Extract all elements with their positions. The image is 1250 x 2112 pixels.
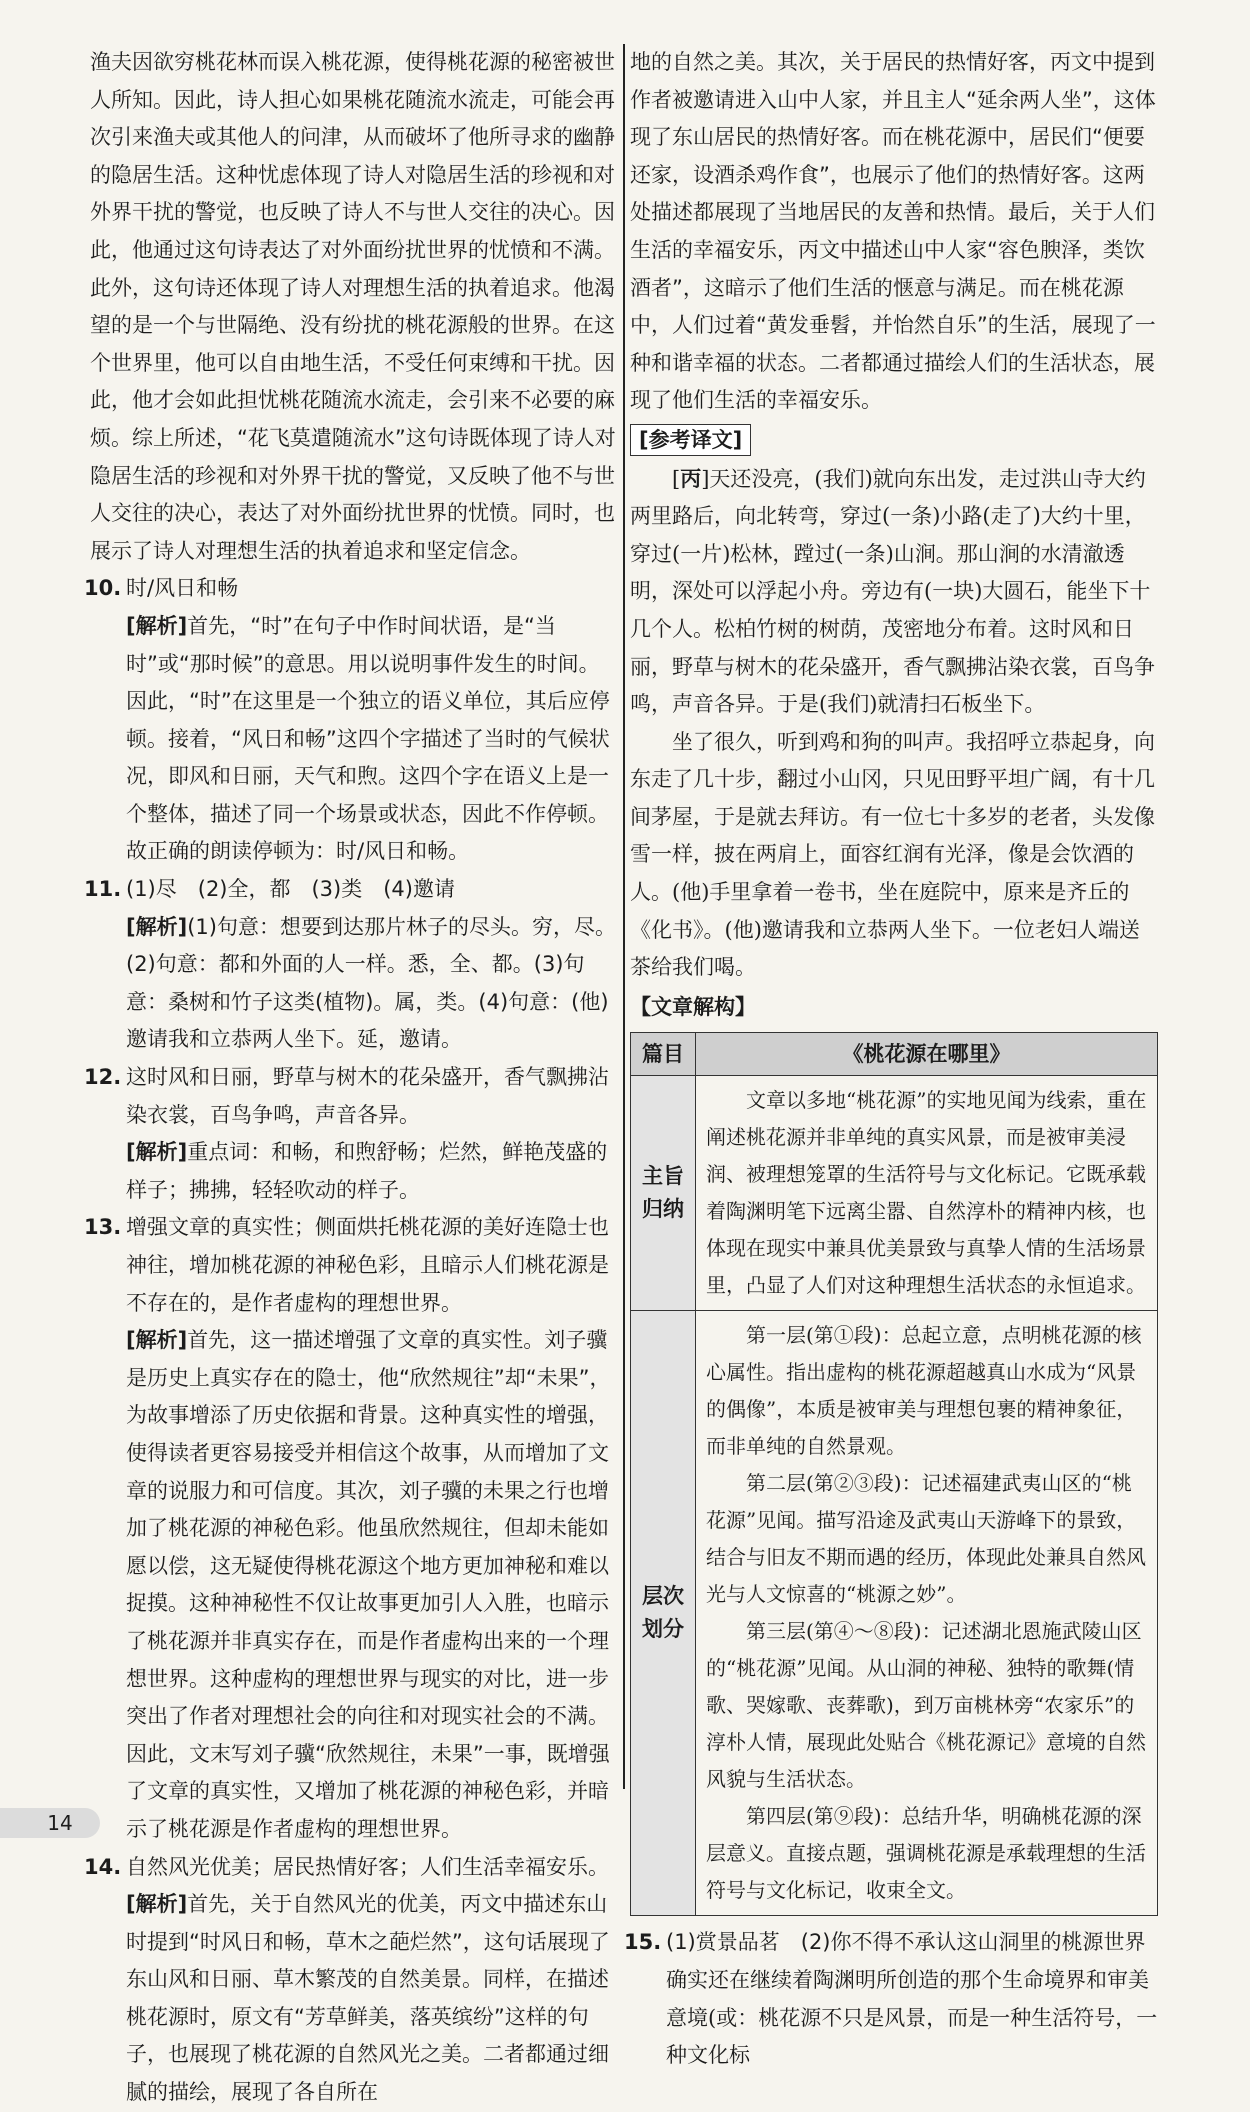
answer: (1)尽 (2)全，都 (3)类 (4)邀请	[126, 877, 455, 902]
translation-paragraph-1: [丙]天还没亮，(我们)就向东出发，走过洪山寺大约两里路后，向北转弯，穿过(一条)小路(走了)大约十里，穿过(一片)松林，蹚过(一条)山涧。那山涧的水清澈透明，深处可以浮起小舟。旁边有(一块)大圆石，能坐下十几个人。松柏竹树的树荫，茂密地分布着。这时风和日丽，野草与树木的花朵盛开，香气飘拂沾染衣裳，百鸟争鸣，声音各异。于是(我们)就清扫石板坐下。	[630, 465, 1155, 717]
bing-tag: 丙	[680, 465, 702, 491]
theme-text: 文章以多地“桃花源”的实地见闻为线索，重在阐述桃花源并非单纯的真实风景，而是被审美浸润、被理想笼罩的生活符号与文化标记。它既承载着陶渊明笔下远离尘嚣、自然淳朴的精神内核，也体现在现实中兼具优美景致与真挚人情的生活场景里，凸显了人们对这种理想生活状态的永恒追求。	[706, 1088, 1147, 1298]
question-13	[84, 1209, 618, 1848]
analysis: (1)句意：想要到达那片林子的尽头。穷，尽。(2)句意：都和外面的人一样。悉，全、都。(3)句意：桑树和竹子这类(植物)。属，类。(4)句意：(他)邀请我和立恭两人坐下。延，邀请。	[126, 914, 616, 1052]
theme-label: 主旨归纳	[631, 1076, 696, 1311]
right-column	[624, 44, 1158, 2075]
question-number: 13.	[84, 1215, 122, 1240]
layer-2: 第二层(第②③段)：记述福建武夷山区的“桃花源”见闻。描写沿途及武夷山天游峰下的景致，结合与旧友不期而遇的经历，体现此处兼具自然风光与人文惊喜的“桃源之妙”。	[706, 1471, 1146, 1607]
question-number: 14.	[84, 1854, 122, 1879]
column-divider	[623, 44, 625, 1789]
intro-paragraph: 渔夫因欲穷桃花林而误入桃花源，使得桃花源的秘密被世人所知。因此，诗人担心如果桃花随流水流走，可能会再次引来渔夫或其他人的问津，从而破坏了他所寻求的幽静的隐居生活。这种忧虑体现了诗人对隐居生活的珍视和对外界干扰的警觉，也反映了诗人不与世人交往的决心。因此，他通过这句诗表达了对外面纷扰世界的忧愤和不满。此外，这句诗还体现了诗人对理想生活的执着追求。他渴望的是一个与世隔绝、没有纷扰的桃花源般的世界。在这个世界里，他可以自由地生活，不受任何束缚和干扰。因此，他才会如此担忧桃花随流水流走，会引来不必要的麻烦。综上所述，“花飞莫遣随流水”这句诗既体现了诗人对隐居生活的珍视和对外界干扰的警觉，又反映了他不与世人交往的决心，表达了对外面纷扰世界的忧愤。同时，也展示了诗人对理想生活的执着追求和坚定信念。	[90, 50, 616, 563]
question-number: 11.	[84, 877, 122, 902]
answer-alt: (或：桃花源不只是风景，而是一种生活符号，一种文化标	[666, 2005, 1158, 2068]
table-row	[631, 1311, 1158, 1916]
answer: 自然风光优美；居民热情好客；人们生活幸福安乐。	[126, 1854, 609, 1879]
table-header-col1: 篇目	[631, 1033, 696, 1076]
table-header-col2: 《桃花源在哪里》	[696, 1033, 1158, 1076]
question-15	[624, 1924, 1158, 2074]
analysis-tag: [解析]	[126, 1140, 188, 1165]
question-14	[84, 1849, 618, 2112]
question-12	[84, 1059, 618, 1209]
layer-label: 层次划分	[631, 1311, 696, 1916]
question-11	[84, 871, 618, 1059]
answer: 这时风和日丽，野草与树木的花朵盛开，香气飘拂沾染衣裳，百鸟争鸣，声音各异。	[126, 1065, 609, 1127]
translation-paragraph-2: 坐了很久，听到鸡和狗的叫声。我招呼立恭起身，向东走了几十步，翻过小山冈，只见田野平坦广阔，有十几间茅屋，于是就去拜访。有一位七十多岁的老者，头发像雪一样，披在两肩上，面容红润有光泽，像是会饮酒的人。(他)手里拿着一卷书，坐在庭院中，原来是齐丘的《化书》。(他)邀请我和立恭两人坐下。一位老妇人端送茶给我们喝。	[630, 729, 1155, 980]
question-number: 15.	[624, 1930, 662, 1955]
structure-table	[630, 1032, 1158, 1916]
answer: (1)赏景品茗 (2)你不得不承认这山洞里的桃源世界确实还在继续着陶渊明所创造的那个生命境界和审美意境	[666, 1930, 1149, 2030]
question-number: 12.	[84, 1065, 122, 1090]
structure-heading: 【文章解构】	[630, 994, 756, 1019]
answer: 时/风日和畅	[126, 576, 239, 601]
table-row	[631, 1076, 1158, 1311]
question-10	[84, 570, 618, 871]
question-number: 10.	[84, 576, 122, 601]
answer: 增强文章的真实性；侧面烘托桃花源的美好连隐士也神往，增加桃花源的神秘色彩，且暗示人们桃花源是不存在的，是作者虚构的理想世界。	[126, 1215, 609, 1315]
analysis: 首先，“时”在句子中作时间状语，是“当时”或“那时候”的意思。用以说明事件发生的时间。因此，“时”在这里是一个独立的语义单位，其后应停顿。接着，“风日和畅”这四个字描述了当时的气候状况，即风和日丽，天气和煦。这四个字在语义上是一个整体，描述了同一个场景或状态，因此不作停顿。故正确的朗读停顿为：时/风日和畅。	[126, 613, 610, 864]
analysis: 重点词：和畅，和煦舒畅；烂然，鲜艳茂盛的样子；拂拂，轻轻吹动的样子。	[126, 1140, 608, 1202]
analysis: 首先，关于自然风光的优美，丙文中描述东山时提到“时风日和畅，草木之葩烂然”，这句话展现了东山风和日丽、草木繁茂的自然美景。同样，在描述桃花源时，原文有“芳草鲜美，落英缤纷”这样的句子，也展现了桃花源的自然风光之美。二者都通过细腻的描绘，展现了各自所在	[126, 1892, 610, 2105]
reference-translation	[630, 460, 1158, 987]
analysis: 首先，这一描述增强了文章的真实性。刘子骥是历史上真实存在的隐士，他“欣然规往”却“未果”，为故事增添了历史依据和背景。这种真实性的增强，使得读者更容易接受并相信这个故事，从而增加了文章的说服力和可信度。其次，刘子骥的未果之行也增加了桃花源的神秘色彩。他虽欣然规往，但却未能如愿以偿，这无疑使得桃花源这个地方更加神秘和难以捉摸。这种神秘性不仅让故事更加引人入胜，也暗示了桃花源并非真实存在，而是作者虚构出来的一个理想世界。这种虚构的理想世界与现实的对比，进一步突出了作者对理想社会的向往和对现实社会的不满。因此，文末写刘子骥“欣然规往，未果”一事，既增强了文章的真实性，又增加了桃花源的神秘色彩，并暗示了桃花源是作者虚构的理想世界。	[126, 1328, 611, 1841]
continued-analysis: 地的自然之美。其次，关于居民的热情好客，丙文中提到作者被邀请进入山中人家，并且主人“延余两人坐”，这体现了东山居民的热情好客。而在桃花源中，居民们“便要还家，设酒杀鸡作食”，也展示了他们的热情好客。这两处描述都展现了当地居民的友善和热情。最后，关于人们生活的幸福安乐，丙文中描述山中人家“容色腴泽，类饮酒者”，这暗示了他们生活的惬意与满足。而在桃花源中，人们过着“黄发垂髫，并怡然自乐”的生活，展现了一种和谐幸福的状态。二者都通过描绘人们的生活状态，展现了他们生活的幸福安乐。	[630, 50, 1156, 413]
analysis-tag: [解析]	[126, 914, 188, 939]
page-number: 14	[0, 1808, 100, 1838]
layer-1: 第一层(第①段)：总起立意，点明桃花源的核心属性。指出虚构的桃花源超越真山水成为“风景的偶像”，本质是被审美与理想包裹的精神象征，而非单纯的自然景观。	[706, 1323, 1142, 1459]
analysis-tag: [解析]	[126, 1892, 188, 1917]
reference-translation-heading: [参考译文]	[630, 422, 1158, 460]
analysis-tag: [解析]	[126, 613, 188, 638]
left-column	[84, 44, 618, 2112]
layer-4: 第四层(第⑨段)：总结升华，明确桃花源的深层意义。直接点题，强调桃花源是承载理想的生活符号与文化标记，收束全文。	[706, 1804, 1146, 1903]
layer-3: 第三层(第④～⑧段)：记述湖北恩施武陵山区的“桃花源”见闻。从山洞的神秘、独特的歌舞(情歌、哭嫁歌、丧葬歌)，到万亩桃林旁“农家乐”的淳朴人情，展现此处贴合《桃花源记》意境的自然风貌与生活状态。	[706, 1619, 1146, 1792]
analysis-tag: [解析]	[126, 1328, 188, 1353]
